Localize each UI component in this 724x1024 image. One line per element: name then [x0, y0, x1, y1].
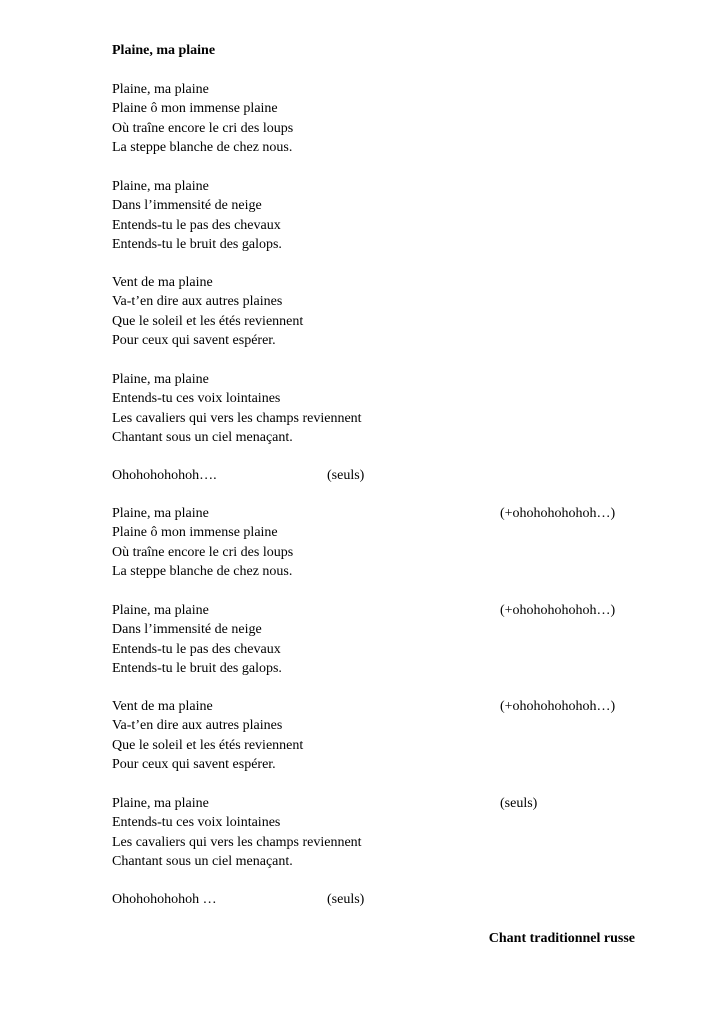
lyric-line: Plaine, ma plaine [112, 82, 209, 97]
lyric-line: Plaine, ma plaine [112, 179, 209, 194]
stanza-8 [112, 697, 672, 774]
stanza-2 [112, 177, 672, 254]
lyric-line: La steppe blanche de chez nous. [112, 139, 293, 155]
lyric-line: Plaine ô mon immense plaine [112, 101, 278, 117]
lyric-line: Que le soleil et les étés reviennent [112, 313, 304, 329]
lyric-line: Plaine, ma plaine [112, 372, 209, 387]
stanza-6 [112, 504, 672, 581]
stanza-5 [112, 466, 672, 485]
lyric-line: Va-t’en dire aux autres plaines [112, 718, 283, 734]
stage-note: (seuls) [327, 892, 365, 907]
lyric-line: Où traîne encore le cri des loups [112, 544, 294, 560]
lyric-line: Pour ceux qui savent espérer. [112, 756, 276, 772]
lyric-line: Dans l’immensité de neige [112, 622, 262, 638]
song-attribution: Chant traditionnel russe [488, 931, 635, 946]
lyric-line: Chantant sous un ciel menaçant. [112, 853, 293, 869]
lyric-line: Entends-tu le pas des chevaux [112, 217, 281, 233]
lyric-line: Dans l’immensité de neige [112, 198, 262, 214]
lyric-line: Plaine, ma plaine [112, 506, 209, 521]
lyric-line: Les cavaliers qui vers les champs reviennent [112, 834, 362, 850]
lyric-line: Entends-tu le bruit des galops. [112, 236, 282, 252]
lyric-line: Entends-tu le bruit des galops. [112, 660, 282, 676]
lyric-line: Les cavaliers qui vers les champs reviennent [112, 410, 362, 426]
lyric-line: Entends-tu le pas des chevaux [112, 641, 281, 657]
lyric-line: La steppe blanche de chez nous. [112, 563, 293, 579]
stanza-4 [112, 370, 672, 447]
lyric-line: Plaine, ma plaine [112, 603, 209, 618]
lyric-line: Chantant sous un ciel menaçant. [112, 429, 293, 445]
stage-note: (seuls) [327, 468, 365, 483]
stanza-9 [112, 794, 672, 871]
stage-note: (+ohohohohohoh…) [500, 699, 616, 714]
lyric-line: Entends-tu ces voix lointaines [112, 391, 281, 407]
stanza-1 [112, 80, 672, 157]
lyric-line: Pour ceux qui savent espérer. [112, 332, 276, 348]
lyric-line: Vent de ma plaine [112, 275, 213, 290]
lyric-line: Entends-tu ces voix lointaines [112, 815, 281, 831]
stanza-7 [112, 601, 672, 678]
stage-note: (+ohohohohohoh…) [500, 506, 616, 521]
stanza-10 [112, 890, 672, 909]
lyric-line: Vent de ma plaine [112, 699, 213, 714]
lyric-line: Plaine ô mon immense plaine [112, 525, 278, 541]
lyric-line: Que le soleil et les étés reviennent [112, 737, 304, 753]
lyric-line: Ohohohohohoh…. [112, 468, 217, 483]
stage-note: (seuls) [500, 796, 538, 811]
lyric-line: Où traîne encore le cri des loups [112, 120, 294, 136]
stanza-3 [112, 273, 672, 350]
stage-note: (+ohohohohohoh…) [500, 603, 616, 618]
lyric-line: Ohohohohohoh … [112, 892, 217, 907]
lyric-line: Va-t’en dire aux autres plaines [112, 294, 283, 310]
song-title: Plaine, ma plaine [112, 43, 216, 58]
lyric-line: Plaine, ma plaine [112, 796, 209, 811]
